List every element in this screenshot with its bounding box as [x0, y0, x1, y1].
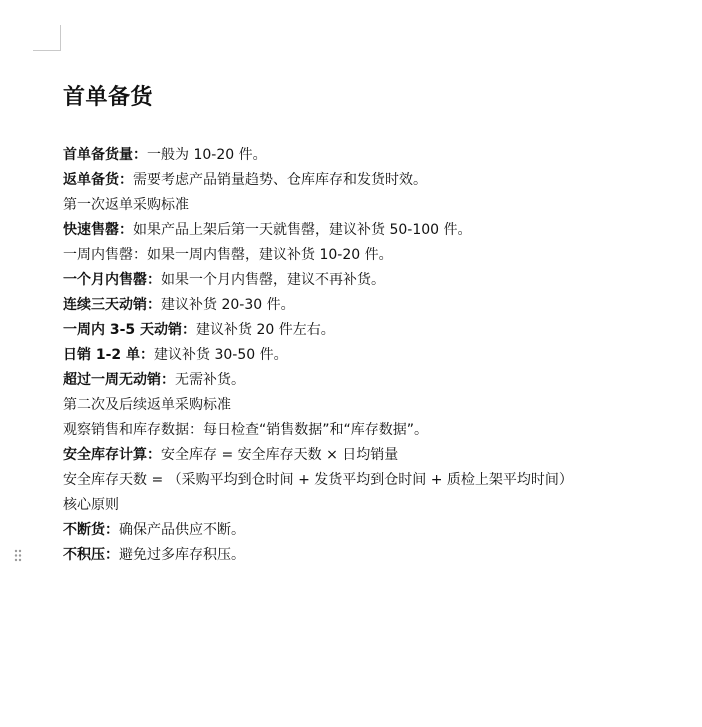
paragraph-label: 日销 1-2 单 [63, 347, 141, 363]
paragraph-text: 需要考虑产品销量趋势、仓库库存和发货时效。 [133, 172, 427, 188]
paragraph [63, 493, 693, 518]
paragraph-text: 安全库存 = 安全库存天数 × 日均销量 [161, 447, 399, 463]
paragraph-text: 一周内售罄：如果一周内售罄，建议补货 10-20 件。 [63, 247, 393, 263]
paragraph-label: 超过一周无动销 [63, 372, 161, 388]
paragraph-label: 不断货 [63, 522, 105, 538]
paragraph-label-sep: ： [119, 222, 133, 238]
paragraph-label-sep: ： [147, 297, 161, 313]
paragraph [63, 143, 693, 168]
paragraph-text: 避免过多库存积压。 [119, 547, 245, 563]
paragraph [63, 293, 693, 318]
paragraph [63, 368, 693, 393]
paragraph-label: 快速售罄 [63, 222, 119, 238]
paragraph-text: 确保产品供应不断。 [119, 522, 245, 538]
paragraph-label: 安全库存计算 [63, 447, 147, 463]
paragraph [63, 468, 693, 493]
paragraph-text: 第二次及后续返单采购标准 [63, 397, 231, 413]
paragraph-text: 安全库存天数 = （采购平均到仓时间 + 发货平均到仓时间 + 质检上架平均时间） [63, 472, 573, 488]
paragraph-label: 一周内 3-5 天动销 [63, 322, 183, 338]
drag-handle-icon[interactable] [14, 549, 22, 562]
paragraph-text: 如果产品上架后第一天就售罄，建议补货 50-100 件。 [133, 222, 472, 238]
document-title: 首单备货 [63, 85, 154, 110]
paragraph [63, 193, 693, 218]
paragraph-label: 连续三天动销 [63, 297, 147, 313]
paragraph-text: 第一次返单采购标准 [63, 197, 189, 213]
paragraph-text: 观察销售和库存数据：每日检查“销售数据”和“库存数据”。 [63, 422, 429, 438]
paragraph [63, 418, 693, 443]
paragraph [63, 268, 693, 293]
page-corner-mark [33, 25, 61, 51]
document-body [63, 83, 693, 568]
paragraph-label: 不积压 [63, 547, 105, 563]
paragraph [63, 243, 693, 268]
paragraph [63, 318, 693, 343]
paragraph-text: 如果一个月内售罄，建议不再补货。 [161, 272, 385, 288]
paragraph [63, 218, 693, 243]
paragraph-text: 建议补货 20-30 件。 [161, 297, 295, 313]
paragraph-text: 核心原则 [63, 497, 119, 513]
paragraph-label-sep: ： [147, 272, 161, 288]
paragraph [63, 168, 693, 193]
paragraph [63, 518, 693, 543]
paragraph-label-sep: ： [105, 547, 119, 563]
paragraph [63, 443, 693, 468]
paragraph-text: 建议补货 30-50 件。 [154, 347, 288, 363]
paragraph-text: 一般为 10-20 件。 [147, 147, 267, 163]
paragraph [63, 543, 693, 568]
paragraph-label-sep: ： [182, 322, 197, 338]
paragraph-label: 一个月内售罄 [63, 272, 147, 288]
paragraph-text: 无需补货。 [175, 372, 245, 388]
paragraph-label: 首单备货量 [63, 147, 133, 163]
paragraph-label-sep: ： [147, 447, 161, 463]
paragraph [63, 393, 693, 418]
paragraph-label-sep: ： [161, 372, 175, 388]
paragraph-label-sep: ： [105, 522, 119, 538]
paragraph-text: 建议补货 20 件左右。 [196, 322, 335, 338]
paragraph [63, 343, 693, 368]
paragraph-label-sep: ： [133, 147, 147, 163]
paragraph-label-sep: ： [119, 172, 133, 188]
paragraph-label: 返单备货 [63, 172, 119, 188]
paragraph-label-sep: ： [140, 347, 155, 363]
